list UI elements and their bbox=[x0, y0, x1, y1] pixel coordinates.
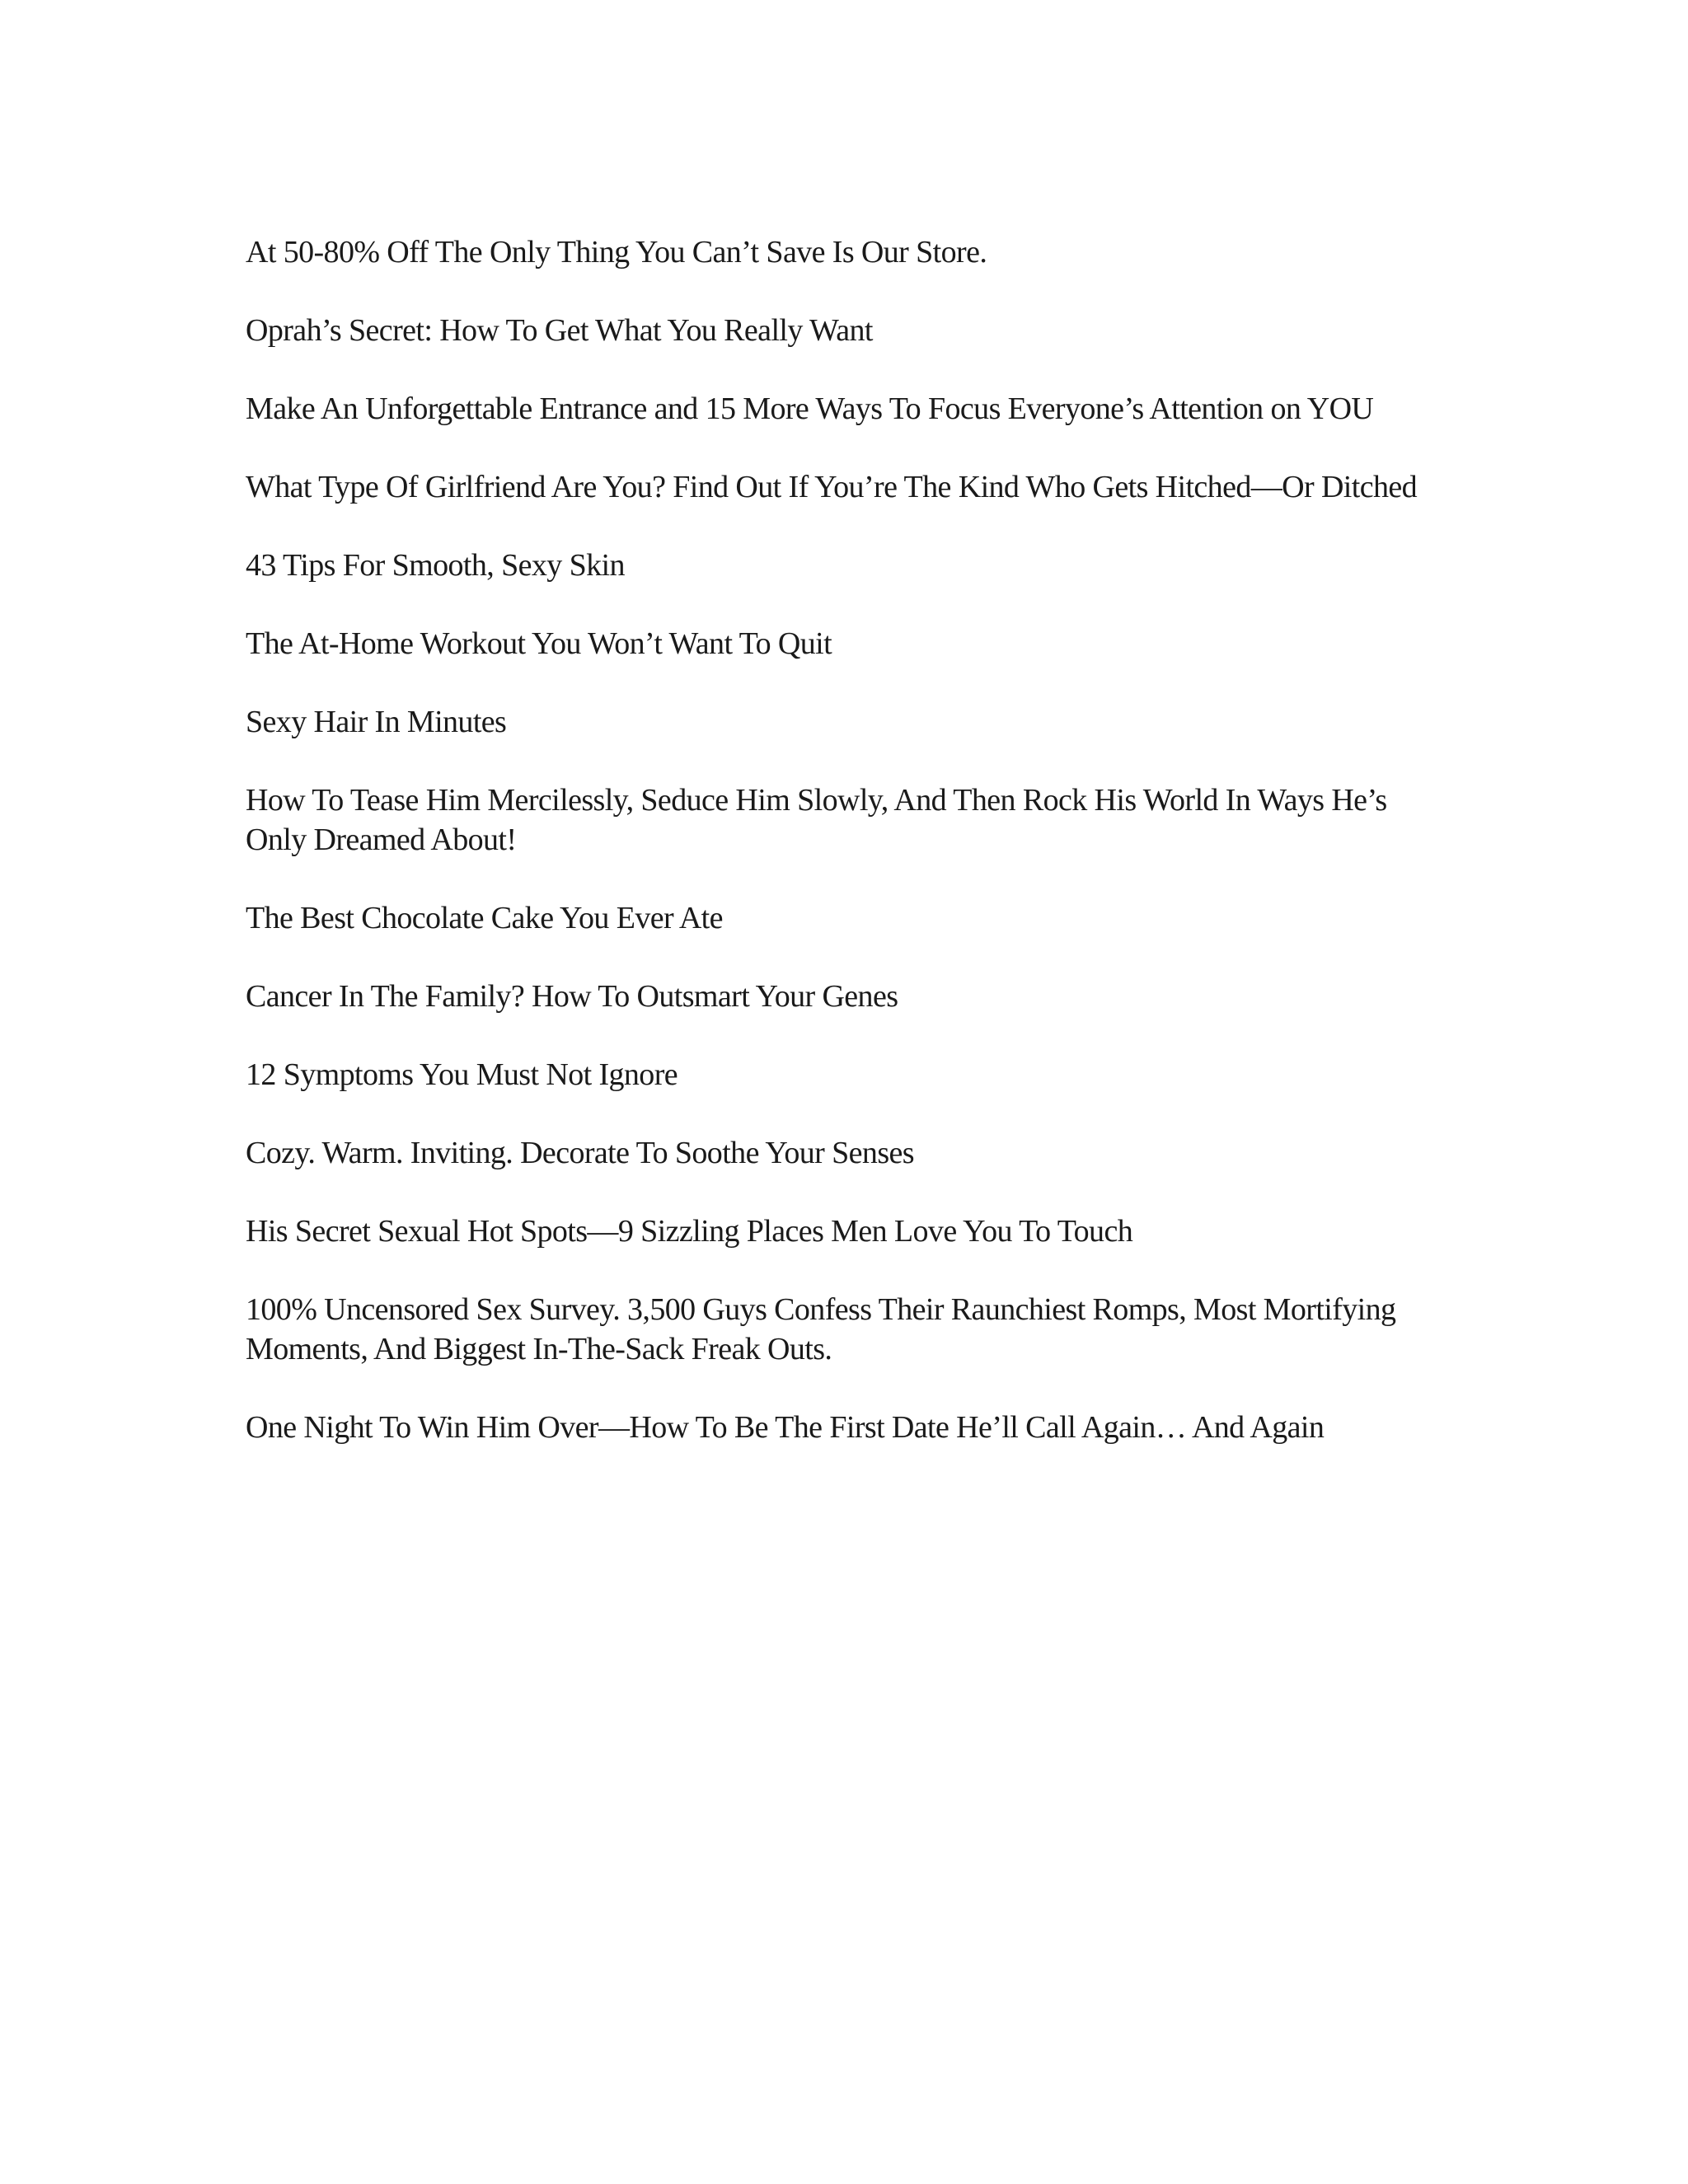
headline-item: The Best Chocolate Cake You Ever Ate bbox=[246, 901, 723, 935]
headline-item: Cancer In The Family? How To Outsmart Your Genes bbox=[246, 979, 898, 1014]
headline-item: 43 Tips For Smooth, Sexy Skin bbox=[246, 548, 625, 583]
headline-item: 12 Symptoms You Must Not Ignore bbox=[246, 1057, 678, 1092]
headline-item: Sexy Hair In Minutes bbox=[246, 705, 507, 739]
headline-item: One Night To Win Him Over—How To Be The First Date He’ll Call Again… And Again bbox=[246, 1410, 1325, 1445]
headline-item: How To Tease Him Mercilessly, Seduce Him Slowly, And Then Rock His World In Ways He’s Only Dreamed About! bbox=[246, 783, 1387, 857]
headline-item: His Secret Sexual Hot Spots—9 Sizzling Places Men Love You To Touch bbox=[246, 1214, 1133, 1249]
headline-item: Oprah’s Secret: How To Get What You Really Want bbox=[246, 313, 873, 348]
headline-item: What Type Of Girlfriend Are You? Find Out If You’re The Kind Who Gets Hitched—Or Ditched bbox=[246, 470, 1418, 504]
headline-item: At 50-80% Off The Only Thing You Can’t Save Is Our Store. bbox=[246, 235, 987, 269]
headline-item: The At-Home Workout You Won’t Want To Quit bbox=[246, 626, 832, 661]
headline-item: Make An Unforgettable Entrance and 15 More Ways To Focus Everyone’s Attention on YOU bbox=[246, 391, 1374, 426]
headline-item: 100% Uncensored Sex Survey. 3,500 Guys Confess Their Raunchiest Romps, Most Mortifying Moments, And Biggest In-The-Sack Freak Outs. bbox=[246, 1292, 1396, 1366]
headline-item: Cozy. Warm. Inviting. Decorate To Soothe Your Senses bbox=[246, 1136, 914, 1170]
headline-list bbox=[246, 232, 1449, 1486]
